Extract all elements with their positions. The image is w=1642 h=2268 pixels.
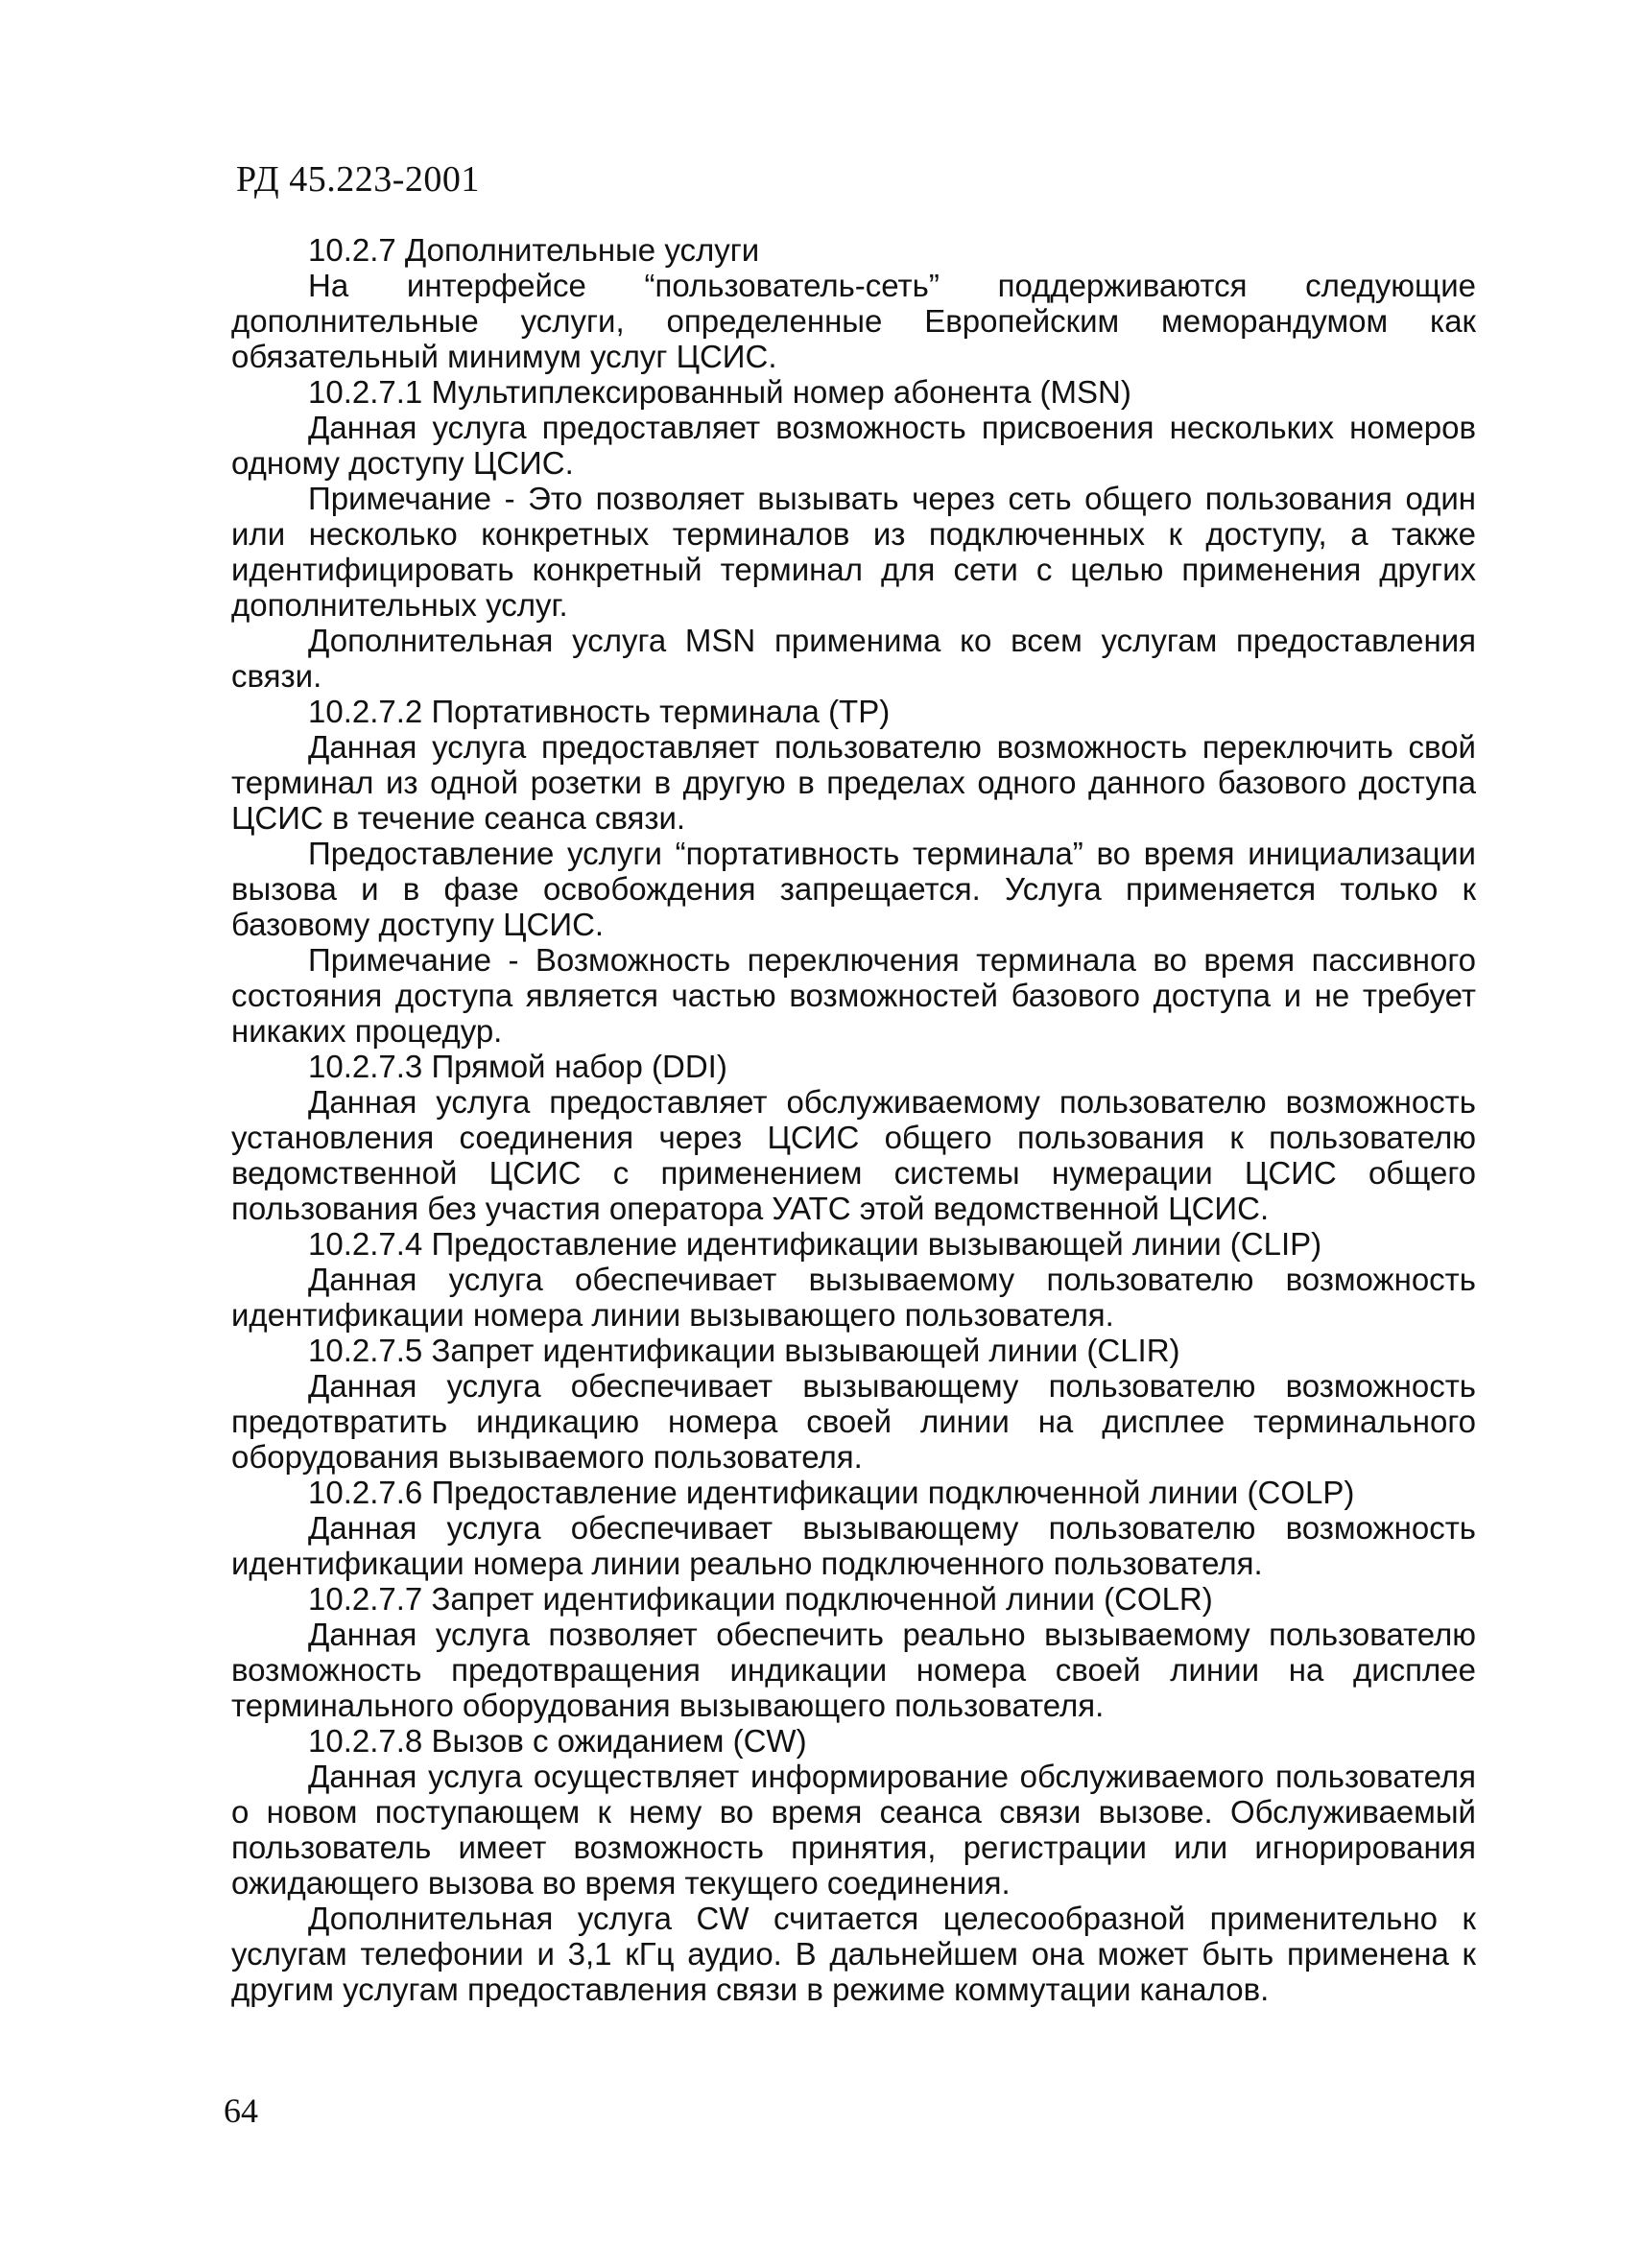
document-body — [231, 232, 1476, 2007]
paragraph-msn-desc: Данная услуга предоставляет возможность присвоения нескольких номеров одному доступу ЦСИС. — [231, 410, 1476, 481]
paragraph-intro: На интерфейсе “пользователь-сеть” поддерживаются следующие дополнительные услуги, определенные Европейским меморандумом как обязательный минимум услуг ЦСИС. — [231, 268, 1476, 374]
paragraph-msn-scope: Дополнительная услуга MSN применима ко всем услугам предоставления связи. — [231, 623, 1476, 694]
paragraph-tp-note: Примечание - Возможность переключения терминала во время пассивного состояния доступа является частью возможностей базового доступа и не требует никаких процедур. — [231, 942, 1476, 1049]
section-heading-10-2-7-7: 10.2.7.7 Запрет идентификации подключенной линии (COLR) — [308, 1581, 1213, 1617]
section-heading-10-2-7-2: 10.2.7.2 Портативность терминала (TP) — [308, 694, 891, 729]
paragraph-clip-desc: Данная услуга обеспечивает вызываемому пользователю возможность идентификации номера линии вызывающего пользователя. — [231, 1262, 1476, 1333]
section-heading-10-2-7-8: 10.2.7.8 Вызов с ожиданием (CW) — [308, 1723, 807, 1759]
paragraph-ddi-desc: Данная услуга предоставляет обслуживаемому пользователю возможность установления соединения через ЦСИС общего пользования к пользователю ведомственной ЦСИС с применением системы нумерации ЦСИС общего пользования без участия оператора УАТС этой ведомственной ЦСИС. — [231, 1084, 1476, 1226]
section-heading-10-2-7: 10.2.7 Дополнительные услуги — [308, 232, 760, 268]
section-heading-10-2-7-3: 10.2.7.3 Прямой набор (DDI) — [308, 1049, 727, 1084]
paragraph-clir-desc: Данная услуга обеспечивает вызывающему пользователю возможность предотвратить индикацию номера своей линии на дисплее терминального оборудования вызываемого пользователя. — [231, 1368, 1476, 1475]
paragraph-colp-desc: Данная услуга обеспечивает вызывающему пользователю возможность идентификации номера линии реально подключенного пользователя. — [231, 1510, 1476, 1581]
section-heading-10-2-7-4: 10.2.7.4 Предоставление идентификации вызывающей линии (CLIP) — [308, 1226, 1322, 1262]
section-heading-10-2-7-1: 10.2.7.1 Мультиплексированный номер абонента (MSN) — [308, 374, 1131, 410]
page-number: 64 — [224, 2091, 258, 2130]
paragraph-colr-desc: Данная услуга позволяет обеспечить реально вызываемому пользователю возможность предотвращения индикации номера своей линии на дисплее терминального оборудования вызывающего пользователя. — [231, 1617, 1476, 1723]
paragraph-msn-note: Примечание - Это позволяет вызывать через сеть общего пользования один или несколько конкретных терминалов из подключенных к доступу, а также идентифицировать конкретный терминал для сети с целью применения других дополнительных услуг. — [231, 481, 1476, 623]
paragraph-cw-scope: Дополнительная услуга CW считается целесообразной применительно к услугам телефонии и 3,1 кГц аудио. В дальнейшем она может быть применена к другим услугам предоставления связи в режиме коммутации каналов. — [231, 1901, 1476, 2007]
paragraph-cw-desc: Данная услуга осуществляет информирование обслуживаемого пользователя о новом поступающем к нему во время сеанса связи вызове. Обслуживаемый пользователь имеет возможность принятия, регистрации или игнорирования ожидающего вызова во время текущего соединения. — [231, 1759, 1476, 1901]
paragraph-tp-restriction: Предоставление услуги “портативность терминала” во время инициализации вызова и в фазе освобождения запрещается. Услуга применяется только к базовому доступу ЦСИС. — [231, 836, 1476, 942]
section-heading-10-2-7-6: 10.2.7.6 Предоставление идентификации подключенной линии (COLP) — [308, 1475, 1355, 1510]
document-code: РД 45.223-2001 — [236, 159, 480, 200]
paragraph-tp-desc: Данная услуга предоставляет пользователю возможность переключить свой терминал из одной розетки в другую в пределах одного данного базового доступа ЦСИС в течение сеанса связи. — [231, 729, 1476, 836]
section-heading-10-2-7-5: 10.2.7.5 Запрет идентификации вызывающей линии (CLIR) — [308, 1333, 1180, 1368]
